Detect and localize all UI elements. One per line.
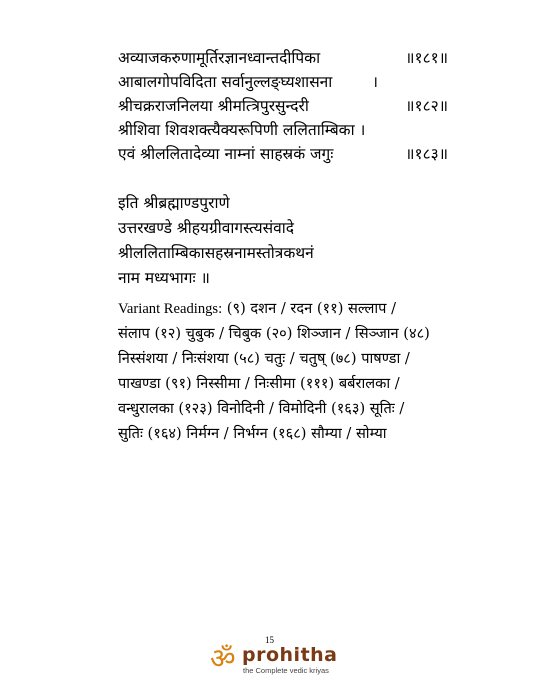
variant-line: निस्संशया / निःसंशया (५८) चतुः / चतुष् (७८) पाषण्डा / — [118, 350, 410, 367]
variant-line — [118, 296, 438, 321]
colophon — [118, 191, 314, 291]
variant-line: संलाप (१२) चुबुक / चिबुक (२०) शिञ्जान / सिञ्जान (४८) — [118, 325, 430, 342]
verse-line — [118, 94, 448, 118]
verse-text: आबालगोपविदिता सर्वानुल्लङ्घ्यशासना — [118, 73, 333, 91]
colophon-line: श्रीललिताम्बिकासहस्रनामस्तोत्रकथनं — [118, 244, 314, 262]
colophon-line: इति श्रीब्रह्माण्डपुराणे — [118, 194, 230, 212]
om-icon: ॐ — [210, 642, 236, 675]
colophon-line: नाम मध्यभागः ॥ — [118, 269, 210, 287]
verse-number: ॥१८१॥ — [405, 49, 448, 67]
verse-number: ॥१८३॥ — [405, 145, 448, 163]
verse-text: श्रीशिवा शिवशक्त्यैक्यरूपिणी ललिताम्बिका । — [118, 121, 366, 139]
verse-line — [118, 70, 448, 94]
verse-line — [118, 142, 448, 166]
variant-text: (९) दशन / रदन (११) सल्लाप / — [222, 300, 397, 317]
verse-line — [118, 46, 448, 70]
variant-line: पाखण्डा (९१) निस्सीमा / निःसीमा (१११) बर्बरालका / — [118, 375, 400, 392]
logo-tagline: the Complete vedic kriyas — [243, 666, 329, 675]
verse-line — [118, 118, 448, 142]
verse-text: अव्याजकरुणामूर्तिरज्ञानध्वान्तदीपिका — [118, 49, 321, 67]
verse-block — [118, 46, 448, 166]
verse-text: श्रीचक्रराजनिलया श्रीमत्त्रिपुरसुन्दरी — [118, 97, 309, 115]
logo-brand: prohitha — [242, 644, 338, 666]
page-number: 15 — [265, 635, 274, 645]
variant-line: वन्धुरालका (१२३) विनोदिनी / विमोदिनी (१६३) सूतिः / — [118, 400, 405, 417]
colophon-line: उत्तरखण्डे श्रीहयग्रीवागस्त्यसंवादे — [118, 219, 294, 237]
verse-number: । — [372, 73, 378, 91]
verse-number: ॥१८२॥ — [405, 97, 448, 115]
variant-readings-title: Variant Readings: — [118, 301, 223, 317]
verse-text: एवं श्रीललितादेव्या नाम्नां साहस्रकं जगुः — [118, 145, 334, 163]
variant-line: सुतिः (१६४) निर्मग्न / निर्भग्न (१६८) सौम्या / सोम्या — [118, 425, 387, 442]
prohitha-logo — [210, 644, 350, 680]
variant-readings — [118, 296, 438, 446]
